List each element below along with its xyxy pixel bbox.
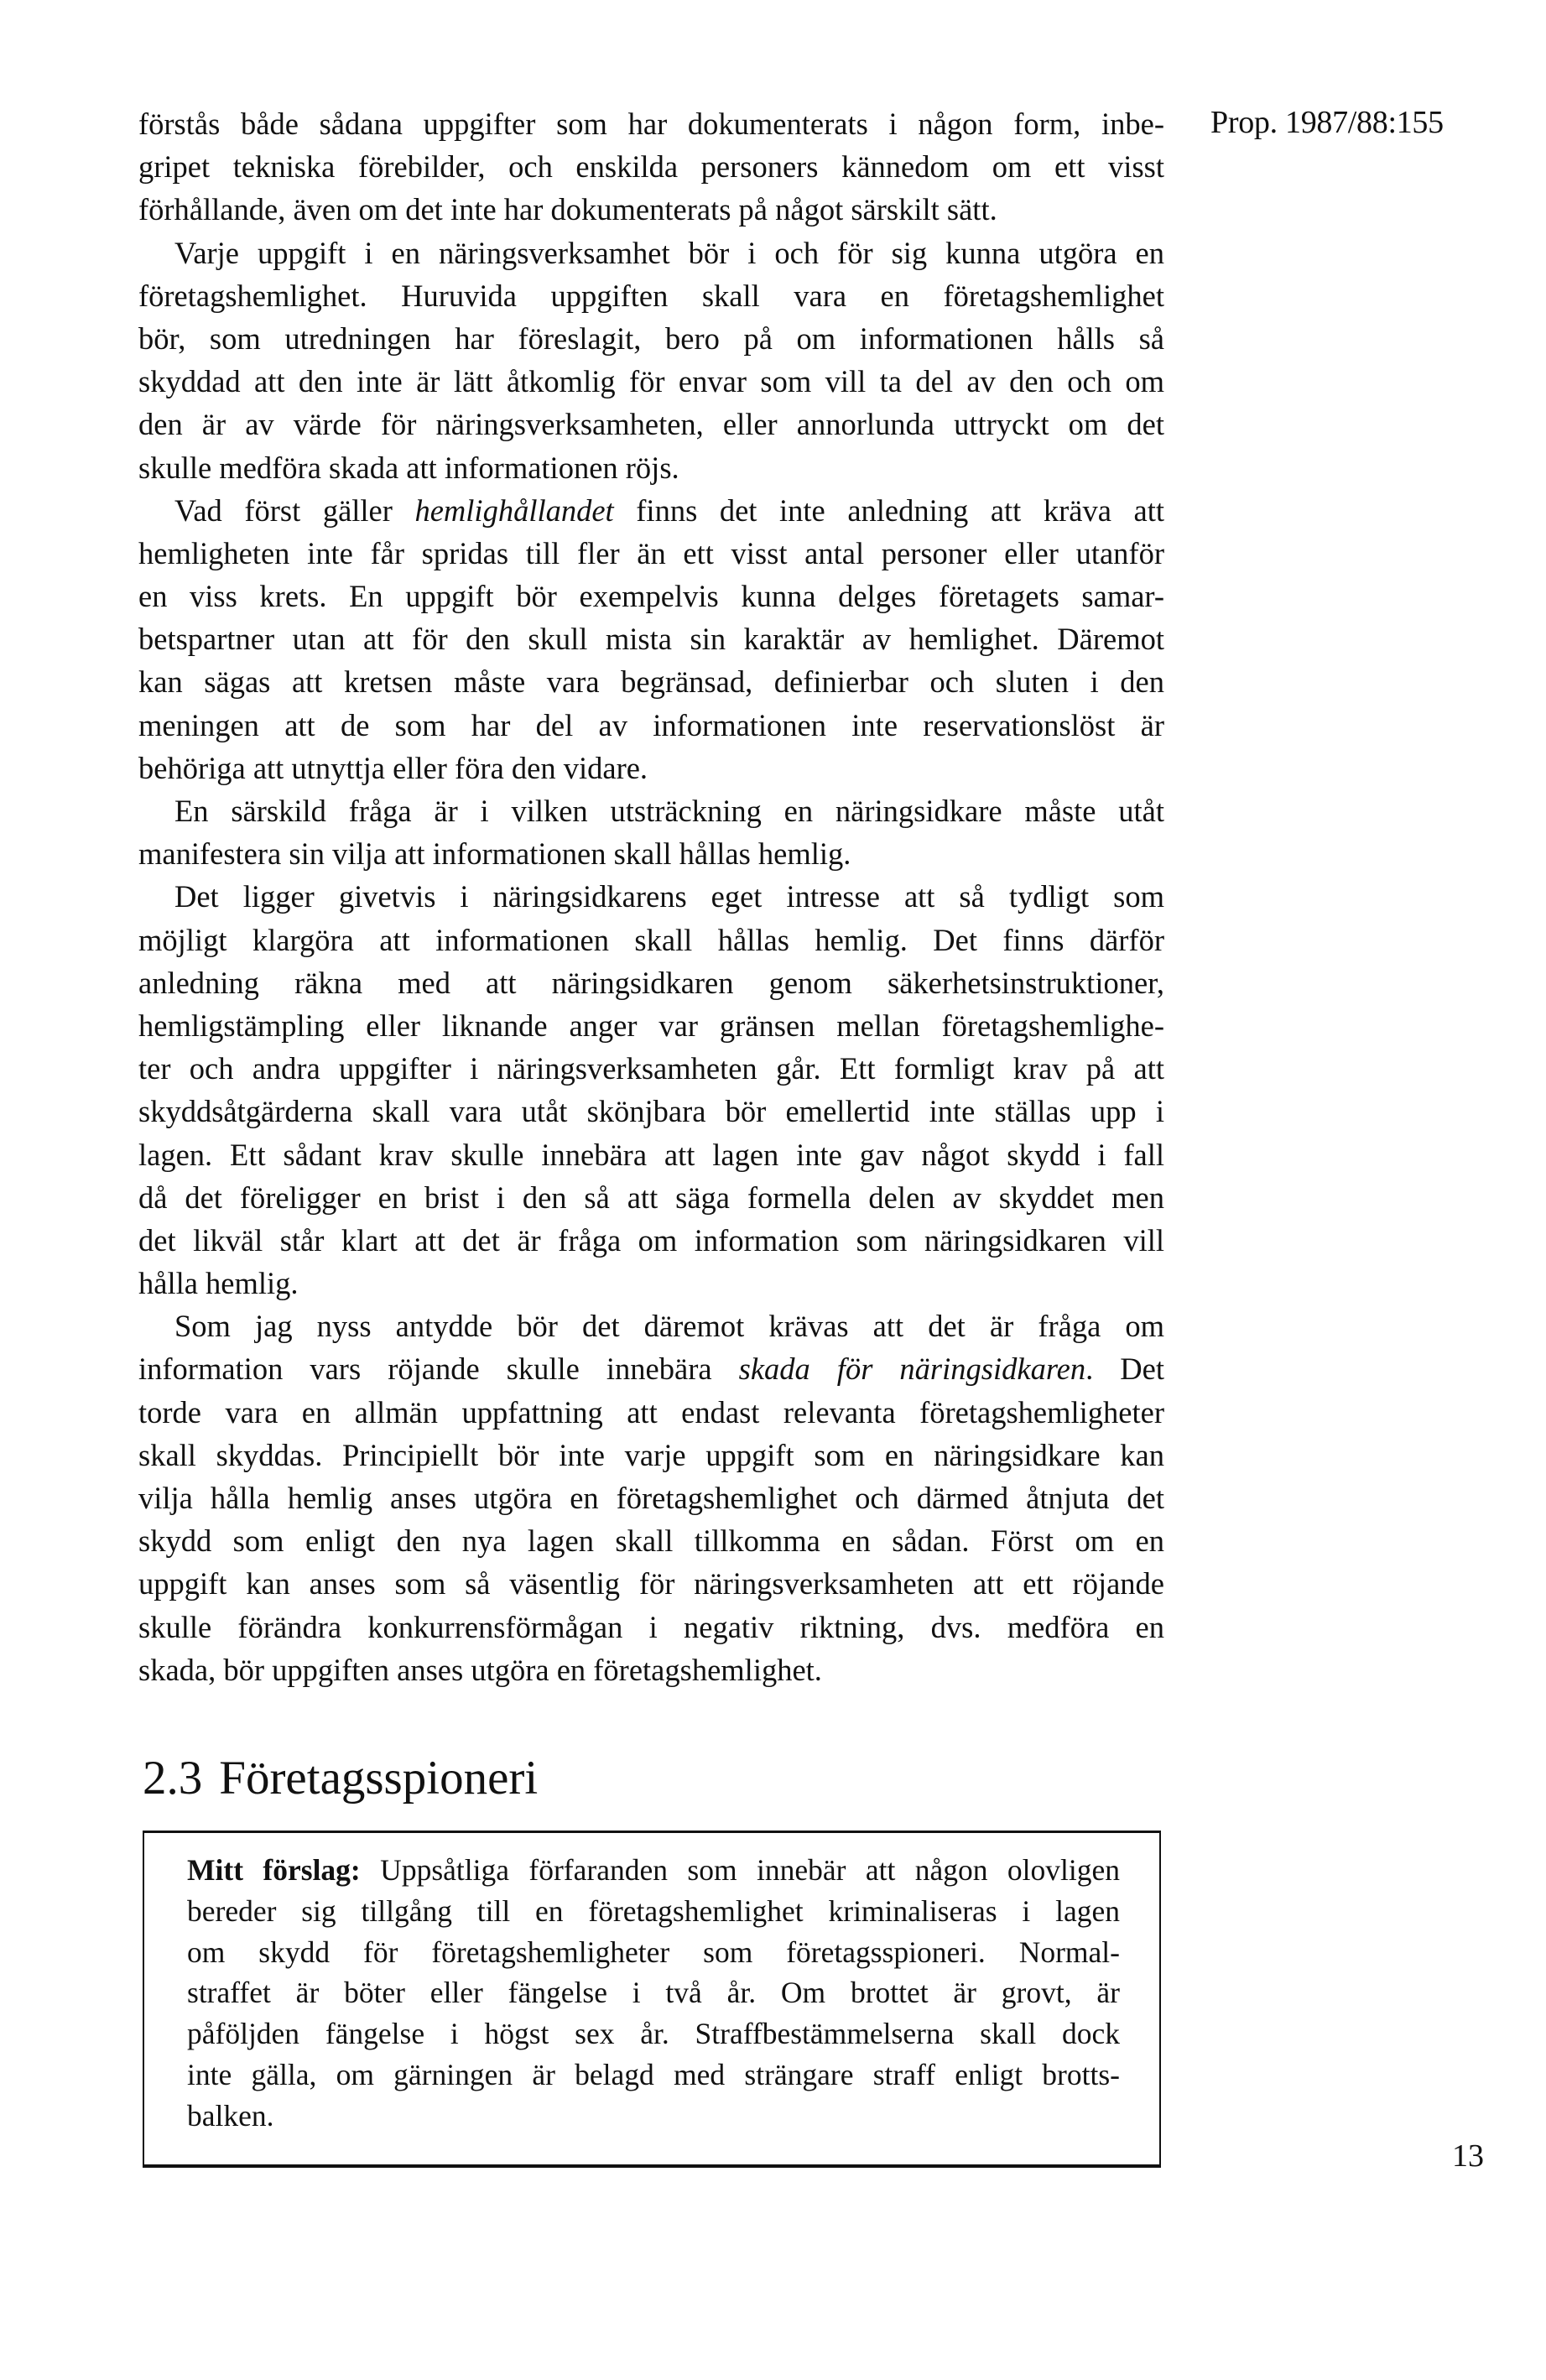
- section-title: Företagsspioneri: [219, 1752, 539, 1805]
- text-line: om skydd för företagshemligheter som företagsspioneri. Normal-: [187, 1935, 1120, 1969]
- text-line: då det föreligger en brist i den så att säga formella delen av skyddet men: [138, 1180, 1164, 1215]
- text-line: skulle förändra konkurrensförmågan i negativ riktning, dvs. medföra en: [138, 1609, 1164, 1644]
- text-line: behöriga att utnyttja eller föra den vidare.: [138, 750, 648, 785]
- proposition-reference: Prop. 1987/88:155: [1210, 105, 1444, 140]
- text-run: Uppsåtliga förfaranden som innebär att någon olovligen: [360, 1853, 1121, 1887]
- proposal-text: [187, 1850, 1120, 2137]
- text-line: skydd som enligt den nya lagen skall tillkomma en sådan. Först om en: [138, 1523, 1164, 1559]
- paragraph-6: [138, 1305, 1164, 1691]
- text-line: hemligstämpling eller liknande anger var gränsen mellan företagshemlighe-: [138, 1008, 1164, 1043]
- text-line: förstås både sådana uppgifter som har dokumenterats i någon form, inbe-: [138, 107, 1164, 141]
- text-line: skyddad att den inte är lätt åtkomlig för envar som vill ta del av den och om: [138, 364, 1164, 399]
- text-line: företagshemlighet. Huruvida uppgiften skall vara en företagshemlighet: [138, 278, 1164, 313]
- text-line: skada, bör uppgiften anses utgöra en företagshemlighet.: [138, 1652, 822, 1687]
- text-line: torde vara en allmän uppfattning att endast relevanta företagshemligheter: [138, 1394, 1164, 1430]
- text-line: anledning räkna med att näringsidkaren genom säkerhetsinstruktioner,: [138, 965, 1164, 1000]
- page-number: 13: [1452, 2138, 1484, 2174]
- section-heading: [143, 1752, 538, 1805]
- text-line: hemligheten inte får spridas till fler än ett visst antal personer eller utanför: [138, 535, 1164, 570]
- paragraph-1: [138, 102, 1164, 232]
- text-line: kan sägas att kretsen måste vara begränsad, definierbar och sluten i den: [138, 664, 1164, 700]
- emphasis-term: skada för näringsidkaren: [738, 1351, 1086, 1387]
- text-line: vilja hålla hemlig anses utgöra en företagshemlighet och därmed åtnjuta det: [138, 1481, 1164, 1515]
- text-run: finns det inte anledning att kräva att: [613, 492, 1164, 528]
- emphasis-term: hemlighållandet: [414, 492, 614, 528]
- text-line: manifestera sin vilja att informationen skall hållas hemlig.: [138, 836, 851, 872]
- text-line: Varje uppgift i en näringsverksamhet bör i och för sig kunna utgöra en: [174, 235, 1164, 270]
- text-line: Som jag nyss antydde bör det däremot krävas att det är fråga om: [174, 1309, 1164, 1344]
- text-line: skulle medföra skada att informationen röjs.: [138, 450, 679, 485]
- proposal-label: Mitt förslag:: [187, 1853, 361, 1887]
- text-line: påföljden fängelse i högst sex år. Straffbestämmelserna skall dock: [187, 2017, 1120, 2051]
- text-run: information vars röjande skulle innebära: [138, 1351, 739, 1387]
- paragraph-3: [138, 489, 1164, 789]
- text-line: hålla hemlig.: [138, 1266, 299, 1301]
- text-run: . Det: [1085, 1351, 1164, 1387]
- paragraph-5: [138, 875, 1164, 1305]
- text-line: bereder sig tillgång till en företagshemlighet kriminaliseras i lagen: [187, 1893, 1120, 1928]
- text-line: [187, 1850, 1120, 1891]
- text-line: [174, 489, 1164, 532]
- text-line: straffet är böter eller fängelse i två år. Om brottet är grovt, är: [187, 1976, 1120, 2010]
- text-line: uppgift kan anses som så väsentlig för näringsverksamheten att ett röjande: [138, 1566, 1164, 1601]
- paragraph-4: [138, 789, 1164, 875]
- text-run: Vad först gäller: [174, 492, 415, 528]
- text-line: gripet tekniska förebilder, och enskilda personers kännedom om ett visst: [138, 149, 1164, 185]
- text-line: En särskild fråga är i vilken utsträckning en näringsidkare måste utåt: [174, 794, 1164, 828]
- section-number: 2.3: [143, 1752, 203, 1805]
- text-line: Det ligger givetvis i näringsidkarens eget intresse att så tydligt som: [174, 879, 1164, 914]
- text-line: en viss krets. En uppgift bör exempelvis kunna delges företagets samar-: [138, 579, 1164, 614]
- text-line: lagen. Ett sådant krav skulle innebära att lagen inte gav något skydd i fall: [138, 1137, 1164, 1172]
- text-line: inte gälla, om gärningen är belagd med strängare straff enligt brotts-: [187, 2057, 1120, 2091]
- text-line: bör, som utredningen har föreslagit, bero på om informationen hålls så: [138, 320, 1164, 356]
- text-line: betspartner utan att för den skull mista sin karaktär av hemlighet. Däremot: [138, 622, 1164, 657]
- proposal-box: [143, 1831, 1161, 2168]
- paragraph-2: [138, 232, 1164, 489]
- text-line: skyddsåtgärderna skall vara utåt skönjbara bör emellertid inte ställas upp i: [138, 1094, 1164, 1129]
- text-line: [138, 1347, 1164, 1390]
- text-line: ter och andra uppgifter i näringsverksamheten går. Ett formligt krav på att: [138, 1051, 1164, 1086]
- text-line: den är av värde för näringsverksamheten, eller annorlunda uttryckt om det: [138, 407, 1164, 442]
- text-line: meningen att de som har del av informationen inte reservationslöst är: [138, 707, 1164, 742]
- body-text: [138, 102, 1164, 1691]
- text-line: förhållande, även om det inte har dokumenterats på något särskilt sätt.: [138, 192, 997, 227]
- text-line: det likväl står klart att det är fråga om information som näringsidkaren vill: [138, 1222, 1164, 1258]
- text-line: möjligt klargöra att informationen skall hållas hemlig. Det finns därför: [138, 922, 1164, 957]
- text-line: skall skyddas. Principiellt bör inte varje uppgift som en näringsidkare kan: [138, 1437, 1164, 1472]
- text-line: balken.: [187, 2098, 274, 2133]
